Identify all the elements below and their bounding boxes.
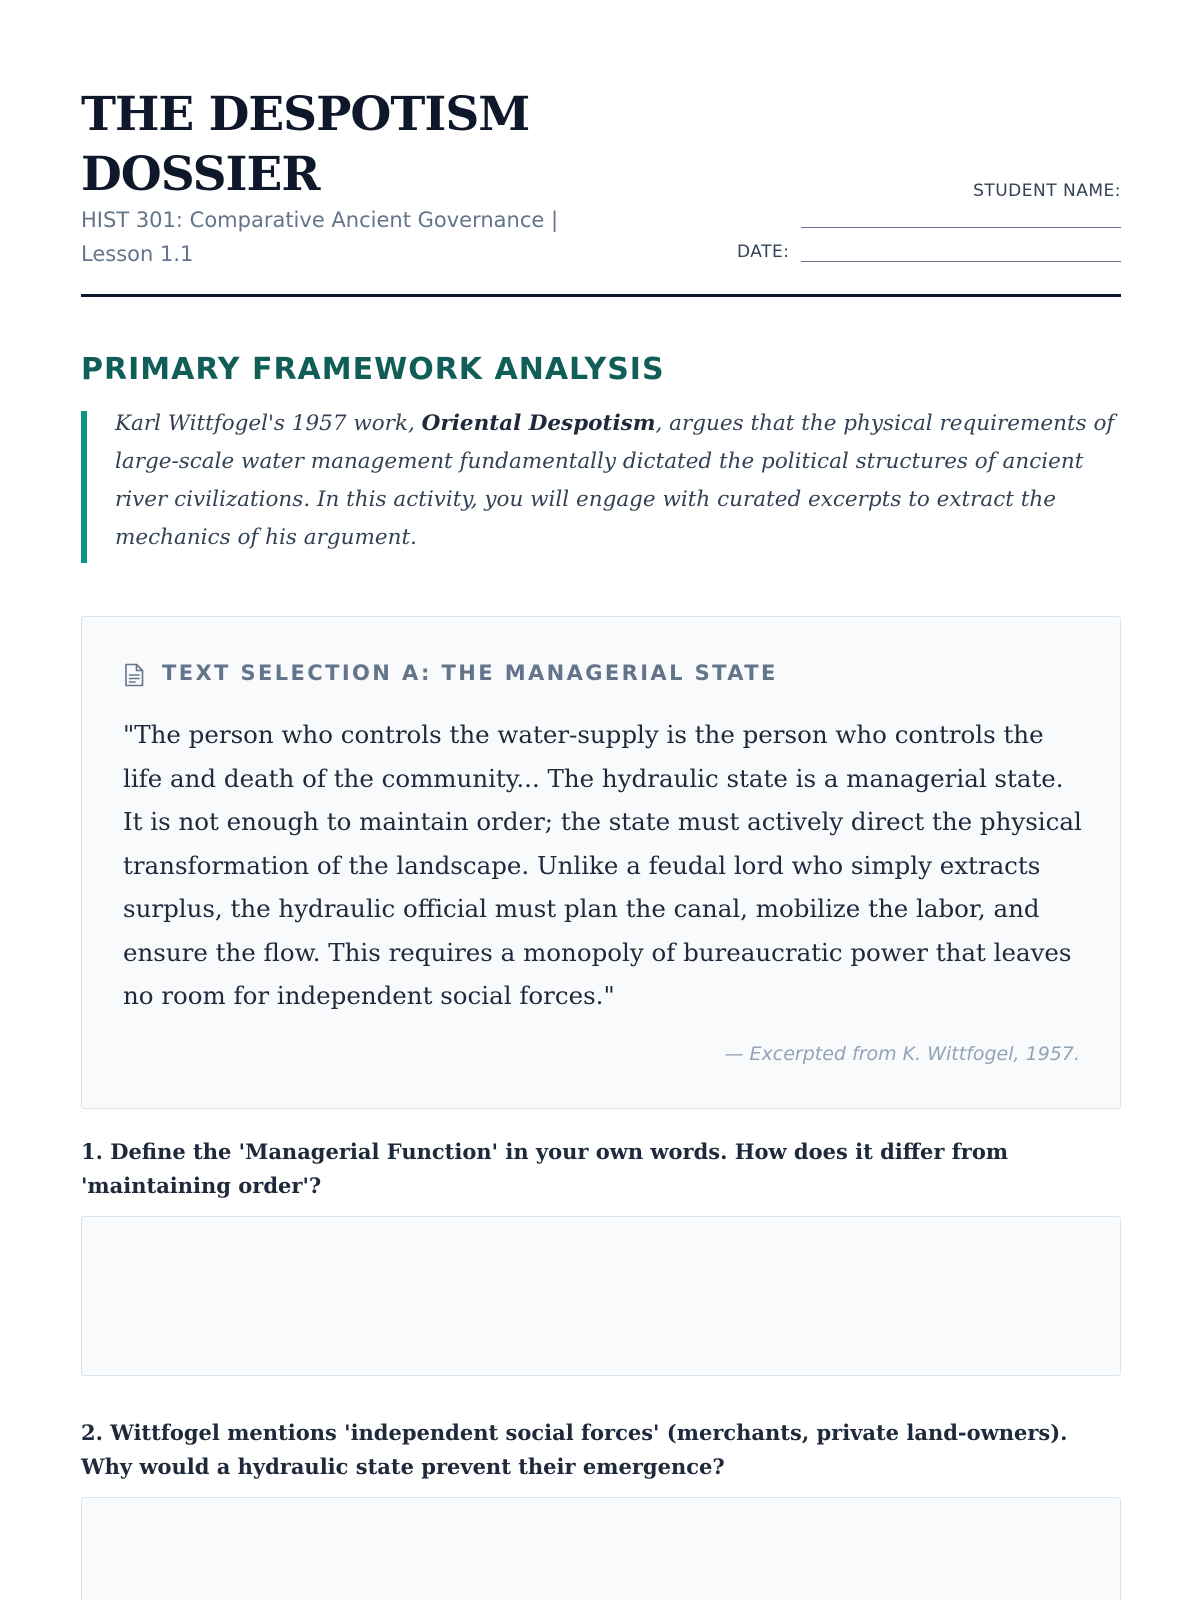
excerpt-source: — Excerpted from K. Wittfogel, 1957. — [724, 1043, 1080, 1065]
course-subtitle: HIST 301: Comparative Ancient Governance | Lesson 1.1 — [81, 208, 559, 266]
excerpt-card — [81, 616, 1121, 1109]
student-name-label: STUDENT NAME: — [973, 181, 1121, 201]
worksheet-page — [81, 0, 1121, 1600]
document-icon — [124, 663, 144, 687]
date-field[interactable] — [801, 261, 1121, 262]
intro-text-after: , argues that the physical requirements of large-scale water management fundamentally dictated the political structures of ancient river civilizations. In this activity, you will engage with curated excerpts to extract the mechanics of his argument. — [115, 411, 1115, 550]
page-title: THE DESPOTISM DOSSIER — [81, 87, 530, 202]
student-name-field[interactable] — [801, 227, 1121, 228]
answer-box-1[interactable] — [81, 1216, 1121, 1376]
intro-text-before: Karl Wittfogel's 1957 work, — [115, 411, 422, 436]
intro-blockquote — [81, 411, 1121, 563]
question-1: 1. Define the 'Managerial Function' in your own words. How does it differ from 'maintaining order'? — [81, 1139, 1009, 1198]
worksheet-header — [81, 85, 1121, 297]
question-2: 2. Wittfogel mentions 'independent social forces' (merchants, private land-owners). Why would a hydraulic state prevent their emergence? — [81, 1420, 1068, 1479]
book-title: Oriental Despotism — [421, 411, 656, 436]
section-heading: PRIMARY FRAMEWORK ANALYSIS — [81, 352, 665, 387]
excerpt-label: TEXT SELECTION A: THE MANAGERIAL STATE — [162, 661, 778, 685]
excerpt-quote: "The person who controls the water-supply is the person who controls the life and death of the community... The hydraulic state is a managerial state. It is not enough to maintain order; the state must actively direct the physical transformation of the landscape. Unlike a feudal lord who simply extracts surplus, the hydraulic official must plan the canal, mobilize the labor, and ensure the flow. This requires a monopoly of bureaucratic power that leaves no room for independent social forces." — [123, 720, 1082, 1010]
date-label: DATE: — [737, 242, 790, 262]
answer-box-2[interactable] — [81, 1497, 1121, 1600]
intro-text — [115, 405, 1121, 557]
